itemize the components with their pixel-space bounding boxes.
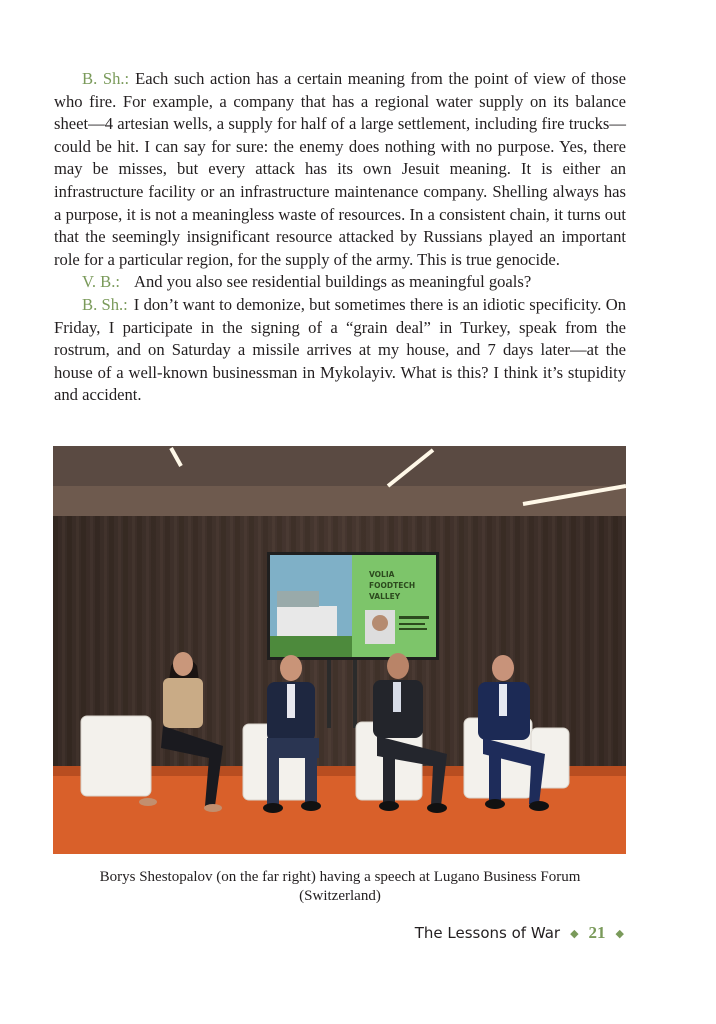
screen-title-line: VOLIA — [369, 570, 395, 579]
page-footer — [415, 923, 624, 943]
forum-photo — [53, 446, 626, 854]
chair — [81, 716, 151, 796]
paragraph-3 — [54, 294, 626, 407]
paragraph-2 — [54, 271, 626, 294]
diamond-icon: ◆ — [570, 926, 579, 940]
caption-line: Borys Shestopalov (on the far right) having a speech at Lugano Business Forum — [99, 869, 581, 885]
screen-title-line: VALLEY — [369, 592, 401, 601]
presentation-screen — [267, 552, 439, 660]
caption-line: (Switzerland) — [299, 888, 381, 904]
running-title: The Lessons of War — [414, 924, 561, 942]
body-text — [54, 68, 626, 407]
paragraph-text: Each such action has a certain meaning from the point of view of those who fire. For example, a company that has a regional water supply on its balance sheet—4 artesian wells, a supply for half of a large settlement, including fire trucks—could be hit. I can say for sure: the enemy does nothing with no purpose. Yes, there may be misses, but every attack has its own Jesuit meaning. It is either an infrastructure facility or an infrastructure maintenance company. Shelling always has a purpose, it is not a meaningless waste of resources. In a consistent chain, it turns out that the seemingly insignificant resource attacked by Russians played an important role for a particular region, for the supply of the army. This is true genocide. — [54, 69, 626, 269]
page-number: 21 — [588, 923, 606, 942]
speaker-label: B. Sh.: — [82, 69, 130, 88]
screen-title-line: FOODTECH — [369, 581, 416, 590]
speaker-label: B. Sh.: — [82, 294, 128, 314]
paragraph-text: And you also see residential buildings as meaningful goals? — [133, 272, 532, 292]
photo-caption — [54, 868, 626, 906]
speaker-label: V. B.: — [82, 272, 120, 292]
paragraph-1 — [54, 68, 626, 271]
diamond-icon: ◆ — [615, 926, 624, 940]
paragraph-text: I don’t want to demonize, but sometimes there is an idiotic specificity. On Friday, I participate in the signing of a “grain deal” in Turkey, speak from the rostrum, and on Saturday a missile arrives at my house, and 7 days later—at the house of a well-known businessman in Mykolayiv. What is this? I think it’s stupidity and accident. — [54, 294, 626, 405]
